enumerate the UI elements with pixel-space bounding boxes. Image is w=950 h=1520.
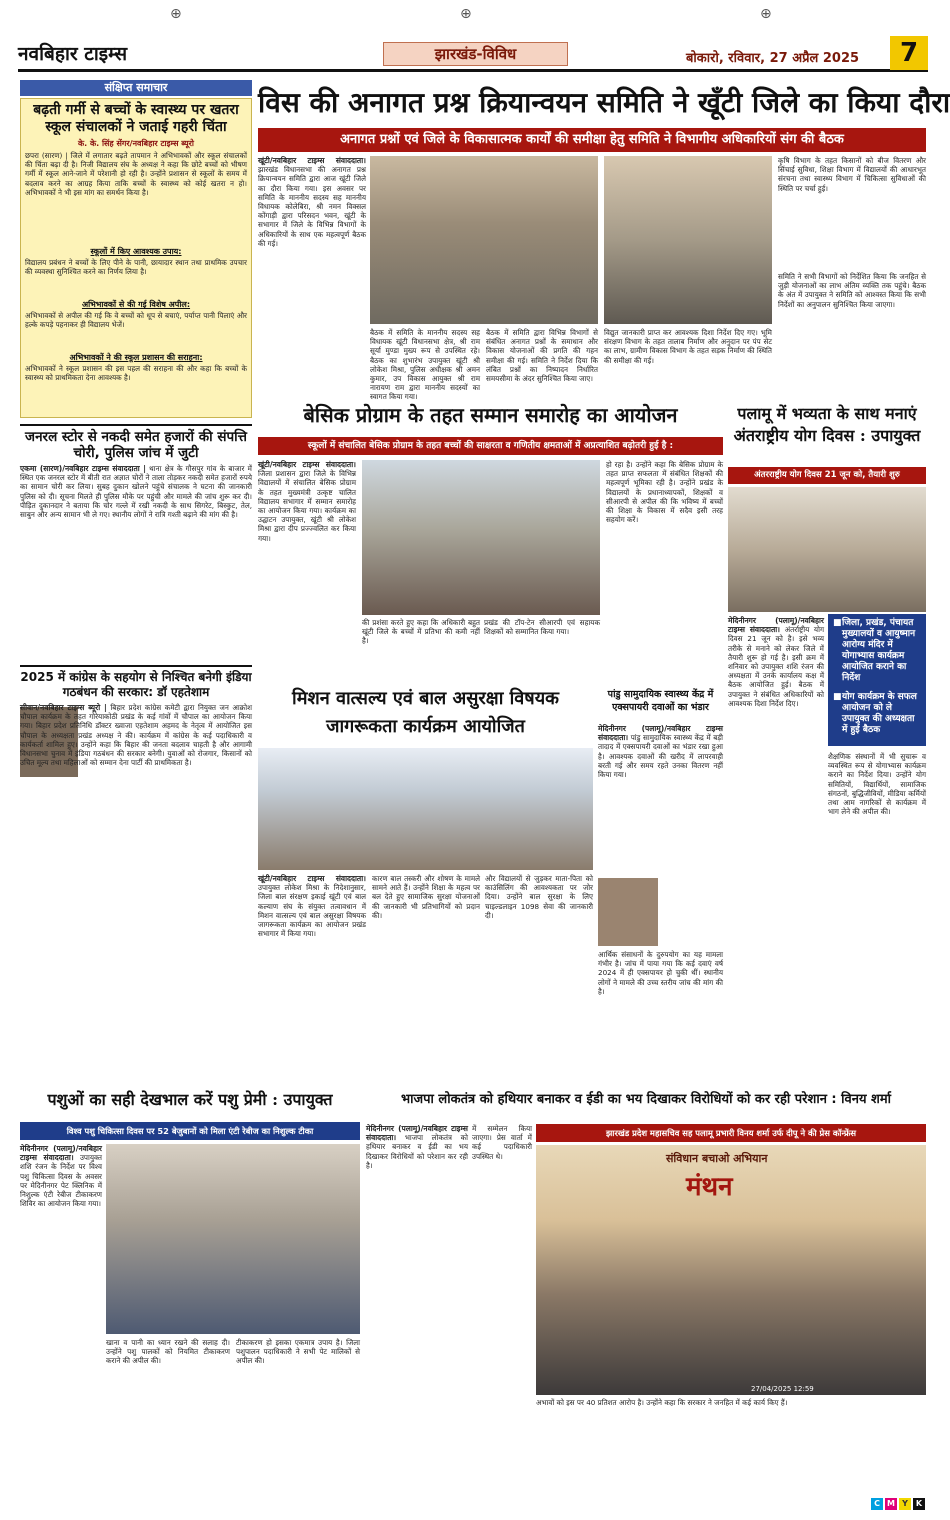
- top-story-subhead: अनागत प्रश्नों एवं जिले के विकासात्मक कार्यों की समीक्षा हेतु समिति ने विभागीय अधिकारियों संग की बैठक: [258, 128, 926, 152]
- brief-body: विद्यालय प्रबंधन ने बच्चों के लिए पीने के पानी, छायादार स्थान तथा प्राथमिक उपचार की व्यवस्था सुनिश्चित करने का निर्णय लिया है।: [25, 258, 247, 277]
- yoga-subhead: अंतरराष्ट्रीय योग दिवस 21 जून को, तैयारी शुरु: [728, 467, 926, 484]
- story-text: पांडु सामुदायिक स्वास्थ्य केंद्र में बड़ी तादाद में एक्सपायरी दवाओं का भंडार रखा हुआ है। आवश्यक दवाओं की खरीद में लापरवाही बरती गई और समय रहते उनका वितरण नहीं किया गया।: [598, 733, 724, 780]
- story-text: उपायुक्त शशि रंजन के निर्देश पर विश्व पशु चिकित्सा दिवस के अवसर पर मेदिनीनगर पेट क्लिनिक में निशुल्क एंटी रेबीज टीकाकरण शिविर का आयोजन किया गया।: [20, 1153, 102, 1209]
- story-byline: मेदिनीनगर (पलामू)/नवबिहार टाइम्स संवाददाता।: [728, 616, 824, 635]
- brief-news-tag: संक्षिप्त समाचार: [20, 80, 252, 96]
- story-text: भाजपा लोकतंत्र को हथियार बनाकर व ईडी का भय दिखाकर विरोधियों को परेशान कर रही है।: [366, 1133, 468, 1170]
- pashu-column: [20, 1144, 102, 1489]
- basic-program-column: की प्रशंसा करते हुए कहा कि अधिकारी बहुत खूंटी जिले के बच्चों में प्रतिभा की कमी नहीं है।: [362, 618, 480, 646]
- medicine-photo: [598, 878, 658, 946]
- meeting-photo: [370, 156, 598, 324]
- registration-mark-icon: ⊕: [170, 6, 182, 22]
- page-number: 7: [890, 36, 928, 70]
- story-text: थाना क्षेत्र के गौसपुर गांव के बाजार में स्थित एक जनरल स्टोर में बीती रात अज्ञात चोरों ने ताला तोड़कर नकदी समेत हजारों रुपये का सामान चोरी कर लिया। सुबह दुकान खोलने पहुंचे संचालक ने घटना की जानकारी पुलिस को दी। सूचना मिलते ही पुलिस मौके पर पहुंची और मामले की जांच शुरू कर दी। पीड़ित दुकानदार ने बताया कि चोर गल्ले में रखी नकदी के साथ सिगरेट, बिस्कुट, तेल, साबुन और अन्य सामान भी ले गए। स्थानीय लोगों ने रात्रि गश्ती बढ़ाने की मांग की है।: [20, 464, 252, 520]
- mission-column: और विद्यालयों से जुड़कर माता-पिता को काउंसिलिंग की आवश्यकता पर जोर दिया। उन्होंने बाल सुरक्षा के लिए चाइल्डलाइन 1098 सेवा की जानकारी दी।: [485, 874, 593, 920]
- top-story-column: बैठक में समिति द्वारा विभिन्न विभागों से संबंधित अनागत प्रश्नों के समाधान और विकास योजनाओं की प्रगति की गहन समीक्षा की गई। समिति ने निर्देश दिया कि लंबित प्रश्नों का निष्पादन निर्धारित समयसीमा के अंदर सुनिश्चित किया जाए।: [486, 328, 598, 384]
- brief-subhead: अभिभावकों ने की स्कूल प्रशासन की सराहना:: [69, 353, 203, 362]
- cmyk-strip: [871, 1498, 925, 1510]
- top-story-headline: विस की अनागत प्रश्न क्रियान्वयन समिति ने खूँटी जिले का किया दौरा: [258, 86, 950, 119]
- story-byline: मेदिनीनगर (पलामू)/नवबिहार टाइम्स संवाददाता।: [366, 1124, 468, 1143]
- bhajpa-column: अभावों को इस पर 40 प्रतिशत आरोप है। उन्होंने कहा कि सरकार ने जनहित में कई कार्य किए हैं।: [536, 1398, 788, 1407]
- story-text: अंतर्राष्ट्रीय योग दिवस 21 जून को है। इसे भव्य तरीके से मनाने को लेकर जिले में तैयारी शुरू हो गई है। इसी क्रम में शनिवार को उपायुक्त शशि रंजन की अध्यक्षता में उनके कार्यालय कक्ष में बैठक आयोजित हुई। बैठक में उपायुक्त ने संबंधित अधिकारियों को आवश्यक दिशा निर्देश दिए।: [728, 625, 824, 708]
- mission-column: कारण बाल तस्करी और शोषण के मामले सामने आते हैं। उन्होंने शिक्षा के महत्व पर बल देते हुए सामाजिक सुरक्षा योजनाओं की जानकारी भी प्रतिभागियों को प्रदान की।: [372, 874, 480, 920]
- story-text: उपायुक्त लोकेश मिश्रा के निदेशानुसार, जिला बाल संरक्षण इकाई खूंटी एवं बाल कल्याण संघ के संयुक्त तत्वावधान में मिशन वात्सल्य एवं बाल असुरक्षा विषयक जागरूकता कार्यक्रम का आयोजन प्रखंड सभागार में किया गया।: [258, 883, 366, 939]
- basic-program-column: [258, 460, 356, 675]
- pashu-headline: पशुओं का सही देखभाल करें पशु प्रेमी : उपायुक्त: [47, 1090, 333, 1109]
- bhajpa-column: [366, 1124, 468, 1489]
- pandu-headline: पांडु सामुदायिक स्वास्थ्य केंद्र में एक्सपायरी दवाओं का भंडार: [607, 689, 714, 713]
- yoga-column: [728, 616, 824, 1061]
- story-headline: जनरल स्टोर से नकदी समेत हजारों की संपत्ति चोरी, पुलिस जांच में जुटी: [20, 424, 252, 461]
- brief-news-box: [20, 98, 252, 418]
- brief-subhead: अभिभावकों से की गई विशेष अपील:: [81, 300, 191, 309]
- brief-byline: के. के. सिंह सेंगर/नवबिहार टाइम्स ब्यूरो: [78, 139, 194, 148]
- cmyk-m: M: [885, 1498, 897, 1510]
- brief-subhead: स्कूलों में किए आवश्यक उपाय:: [90, 247, 182, 256]
- ceremony-photo: [362, 460, 600, 615]
- top-story-column: विद्युत जानकारी प्राप्त कर आवश्यक दिशा निर्देश दिए गए। भूमि संरक्षण विभाग के तहत तालाब निर्माण और अनुदान पर पंप सेट का लाभ, ग्रामीण विकास विभाग के तहत सड़क निर्माण की स्थिति की समीक्षा की गई।: [604, 328, 772, 365]
- story-congress: [20, 665, 252, 918]
- story-headline: 2025 में कांग्रेस के सहयोग से निश्चित बनेगी इंडिया गठबंधन की सरकार: डॉ एहतेशाम: [20, 665, 252, 700]
- mission-column: [258, 874, 366, 1066]
- story-byline: सीवान/नवबिहार टाइम्स ब्यूरो |: [20, 703, 107, 712]
- cmyk-k: K: [913, 1498, 925, 1510]
- pandu-column: आर्थिक संसाधनों के दुरुपयोग का यह मामला गंभीर है। जांच में पाया गया कि कई दवाएं वर्ष 2024 में ही एक्सपायर हो चुकी थीं। स्थानीय लोगों ने मामले की उच्च स्तरीय जांच की मांग की है।: [598, 950, 723, 996]
- bhajpa-subhead: झारखंड प्रदेश महासचिव सह पलामू प्रभारी विनय शर्मा उर्फ दीपू ने की प्रेस कॉन्फ्रेंस: [536, 1124, 926, 1142]
- story-theft: [20, 424, 252, 659]
- date-line: बोकारो, रविवार, 27 अप्रैल 2025: [686, 51, 860, 66]
- top-story-column: समिति ने सभी विभागों को निर्देशित किया कि जनहित से जुड़ी योजनाओं का लाभ अंतिम व्यक्ति तक पहुंचे। बैठक के अंत में उपायुक्त ने समिति को आश्वस्त किया कि सभी निर्देशों का अनुपालन सुनिश्चित किया जाएगा।: [778, 272, 926, 309]
- yoga-column: शैक्षणिक संस्थानों में भी सुचारू व व्यवस्थित रूप से योगाभ्यास कार्यक्रम कराने का निर्देश दिया। उन्होंने योग समितियों, विद्यार्थियों, सामाजिक संगठनों, बुद्धिजीवियों, मीडिया कर्मियों तथा आम नागरिकों से कार्यक्रम में भाग लेने की अपील की।: [828, 752, 926, 817]
- basic-program-subhead: स्कूलों में संचालित बेसिक प्रोग्राम के तहत बच्चों की साक्षरता व गणितीय क्षमताओं में अप्रत्याशित बढ़ोतरी हुई है :: [258, 437, 723, 455]
- banner-title: मंथन: [686, 1172, 733, 1202]
- brief-headline: बढ़ती गर्मी से बच्चों के स्वास्थ्य पर खतरा स्कूल संचालकों ने जताई गहरी चिंता: [33, 102, 239, 135]
- basic-program-headline: बेसिक प्रोग्राम के तहत सम्मान समारोह का आयोजन: [303, 403, 678, 427]
- paper-name: नवबिहार टाइम्स: [18, 43, 128, 65]
- pashu-subhead: विश्व पशु चिकित्सा दिवस पर 52 बेजुबानों को मिला एंटी रेबीज का निशुल्क टीका: [20, 1122, 360, 1140]
- story-byline: खूंटी/नवबिहार टाइम्स संवाददाता।: [258, 156, 366, 165]
- story-byline: मेदिनीनगर (पलामू)/नवबिहार टाइम्स संवाददाता।: [20, 1144, 102, 1163]
- mission-headline: मिशन वात्सल्य एवं बाल असुरक्षा विषयक जागरूकता कार्यक्रम आयोजित: [292, 688, 559, 737]
- top-story-column: बैठक में समिति के माननीय सदस्य सह विधायक खूंटी विधानसभा क्षेत्र, श्री राम सूर्या मुण्डा मुख्य रूप से उपस्थित रहे। बैठक का शुभारंभ उपायुक्त खूंटी श्री लोकेश मिश्रा, पुलिस अधीक्षक श्री अमन कुमार, उप विकास आयुक्त श्री राम नारायण राम द्वारा माननीय सदस्यों का स्वागत किया गया।: [370, 328, 480, 402]
- yoga-bullet: ■ योग कार्यक्रम के सफल आयोजन को ले उपायुक्त की अध्यक्षता में हुई बैठक: [828, 688, 926, 740]
- basic-program-column: प्रखंड की टॉप-टेन सीआरपी एवं सहायक शिक्षकों को सम्मानित किया गया।: [484, 618, 600, 637]
- bhajpa-column: में सम्मेलन किया जाएगा। प्रेस वार्ता में कई पदाधिकारी उपस्थित थे।: [472, 1124, 532, 1161]
- cmyk-y: Y: [899, 1498, 911, 1510]
- story-text: बिहार प्रदेश कांग्रेस कमेटी द्वारा नियुक्त जन आक्रोश चौपाल कार्यक्रम के तहत गोरेयाकोठी प्रखंड के कई गांवों में चौपाल का आयोजन किया गया। बिहार प्रदेश प्रतिनिधि डॉक्टर ख्वाजा एहतेशाम अहमद के नेतृत्व में आयोजित इस चौपाल के अध्यक्षता प्रखंड अध्यक्ष ने की। कार्यक्रम में कांग्रेस के कई पदाधिकारी व कार्यकर्ता शामिल हुए। उन्होंने कहा कि बिहार की जनता बदलाव चाहती है और आगामी विधानसभा चुनाव में इंडिया गठबंधन की सरकार बनेगी। युवाओं को रोजगार, किसानों को उचित मूल्य तथा महिलाओं को सम्मान देना पार्टी की प्राथमिकता है।: [20, 703, 252, 768]
- story-text: जिला प्रशासन द्वारा जिले के विभिन्न विद्यालयों में संचालित बेसिक प्रोग्राम के तहत मुख्यमंत्री उत्कृष्ट चालित विद्यालय सभागार में सम्मान समारोह का आयोजन किया गया। कार्यक्रम का उद्घाटन उपायुक्त, खूंटी श्री लोकेश मिश्रा द्वारा दीप प्रज्ज्वलित कर किया गया।: [258, 469, 356, 543]
- meeting-photo: [604, 156, 772, 324]
- press-conference-photo: [536, 1145, 926, 1395]
- brief-body: छपरा (सारण) | जिले में लगातार बढ़ते तापमान ने अभिभावकों और स्कूल संचालकों की चिंता बढ़ा दी है। निजी विद्यालय संघ के अध्यक्ष ने कहा कि छोटे बच्चों को भीषण गर्मी में स्कूल आने-जाने में परेशानी हो रही है। उन्होंने प्रशासन से स्कूलों के समय में बदलाव करने का आग्रह किया ताकि बच्चों के स्वास्थ्य को कोई खतरा न हो। अभिभावकों ने भी इस मांग का समर्थन किया है।: [25, 151, 247, 197]
- yoga-meeting-photo: [728, 487, 926, 612]
- top-story-column: कृषि विभाग के तहत किसानों को बीज वितरण और सिंचाई सुविधा, शिक्षा विभाग में विद्यालयों की आधारभूत संरचना तथा स्वास्थ्य विभाग में चिकित्सा सुविधाओं की स्थिति पर चर्चा हुई।: [778, 156, 926, 193]
- yoga-bullet-box: [828, 614, 926, 746]
- pandu-column: [598, 724, 723, 874]
- story-byline: खूंटी/नवबिहार टाइम्स संवाददाता।: [258, 460, 356, 469]
- yoga-bullet: ■ जिला, प्रखंड, पंचायत मुख्यालयों व आयुष्मान आरोग्य मंदिर में योगाभ्यास कार्यक्रम आयोजित कराने का निर्देश: [828, 614, 926, 688]
- yoga-headline: पलामू में भव्यता के साथ मनाएं अंतराष्ट्रीय योग दिवस : उपायुक्त: [733, 404, 921, 445]
- bhajpa-headline: भाजपा लोकतंत्र को हथियार बनाकर व ईडी का भय दिखाकर विरोधियों को कर रही परेशान : विनय शर्मा: [400, 1092, 892, 1107]
- vaccination-photo: [106, 1144, 360, 1334]
- story-text: झारखंड विधानसभा की अनागत प्रश्न क्रियान्वयन समिति द्वारा आज खूंटी जिले का दौरा किया गया। इस अवसर पर समिति के माननीय सदस्य सह माननीय विधायक कोलेबिरा, श्री नमन विक्सल कोंगाड़ी द्वारा परिसदन भवन, खूंटी के सभागार में जिले के विभिन्न विभागों के अधिकारियों के साथ एक महत्वपूर्ण बैठक की गई।: [258, 165, 366, 248]
- masthead: [18, 38, 928, 72]
- story-byline: मेदिनीनगर (पलामू)/नवबिहार टाइम्स संवाददाता।: [598, 724, 723, 743]
- banner-text: संविधान बचाओ अभियान: [666, 1152, 768, 1165]
- photo-timestamp: 27/04/2025 12:59: [751, 1385, 814, 1393]
- brief-body: अभिभावकों से अपील की गई कि वे बच्चों को धूप से बचाएं, पर्याप्त पानी पिलाएं और हल्के कपड़े पहनाकर ही विद्यालय भेजें।: [25, 311, 247, 330]
- section-label: झारखंड-विविध: [383, 42, 568, 66]
- pashu-column: टीकाकरण हो इसका एकमात्र उपाय है। जिला पशुपालन पदाधिकारी ने सभी पेट मालिकों से अपील की।: [236, 1338, 360, 1366]
- cmyk-c: C: [871, 1498, 883, 1510]
- left-column: [20, 80, 252, 885]
- story-byline: खूंटी/नवबिहार टाइम्स संवाददाता।: [258, 874, 366, 883]
- mission-photo: [258, 748, 593, 870]
- registration-mark-icon: ⊕: [460, 6, 472, 22]
- story-body: [20, 464, 252, 659]
- story-body-wrap: [20, 703, 252, 918]
- pashu-column: खाना व पानी का ध्यान रखने की सलाह दी। उन्होंने पशु पालकों को नियमित टीकाकरण कराने की अपील की।: [106, 1338, 230, 1366]
- brief-body: अभिभावकों ने स्कूल प्रशासन की इस पहल की सराहना की और कहा कि बच्चों के स्वास्थ्य को प्राथमिकता देना आवश्यक है।: [25, 364, 247, 383]
- story-body: [20, 703, 252, 915]
- basic-program-column: हो रहा है। उन्होंने कहा कि बेसिक प्रोग्राम के तहत प्राप्त सफलता में संबंधित शिक्षकों की महत्वपूर्ण भूमिका रही है। उन्होंने प्रखंड के विद्यालयों के प्रधानाध्यापकों, शिक्षकों व सीआरपी से अपील की कि भविष्य में बच्चों की शिक्षा के विकास में सदैव इसी तरह सहयोग करें।: [606, 460, 723, 525]
- top-story-column: [258, 156, 366, 386]
- story-byline: एकमा (सारण)/नवबिहार टाइम्स संवाददाता |: [20, 464, 146, 473]
- registration-mark-icon: ⊕: [760, 6, 772, 22]
